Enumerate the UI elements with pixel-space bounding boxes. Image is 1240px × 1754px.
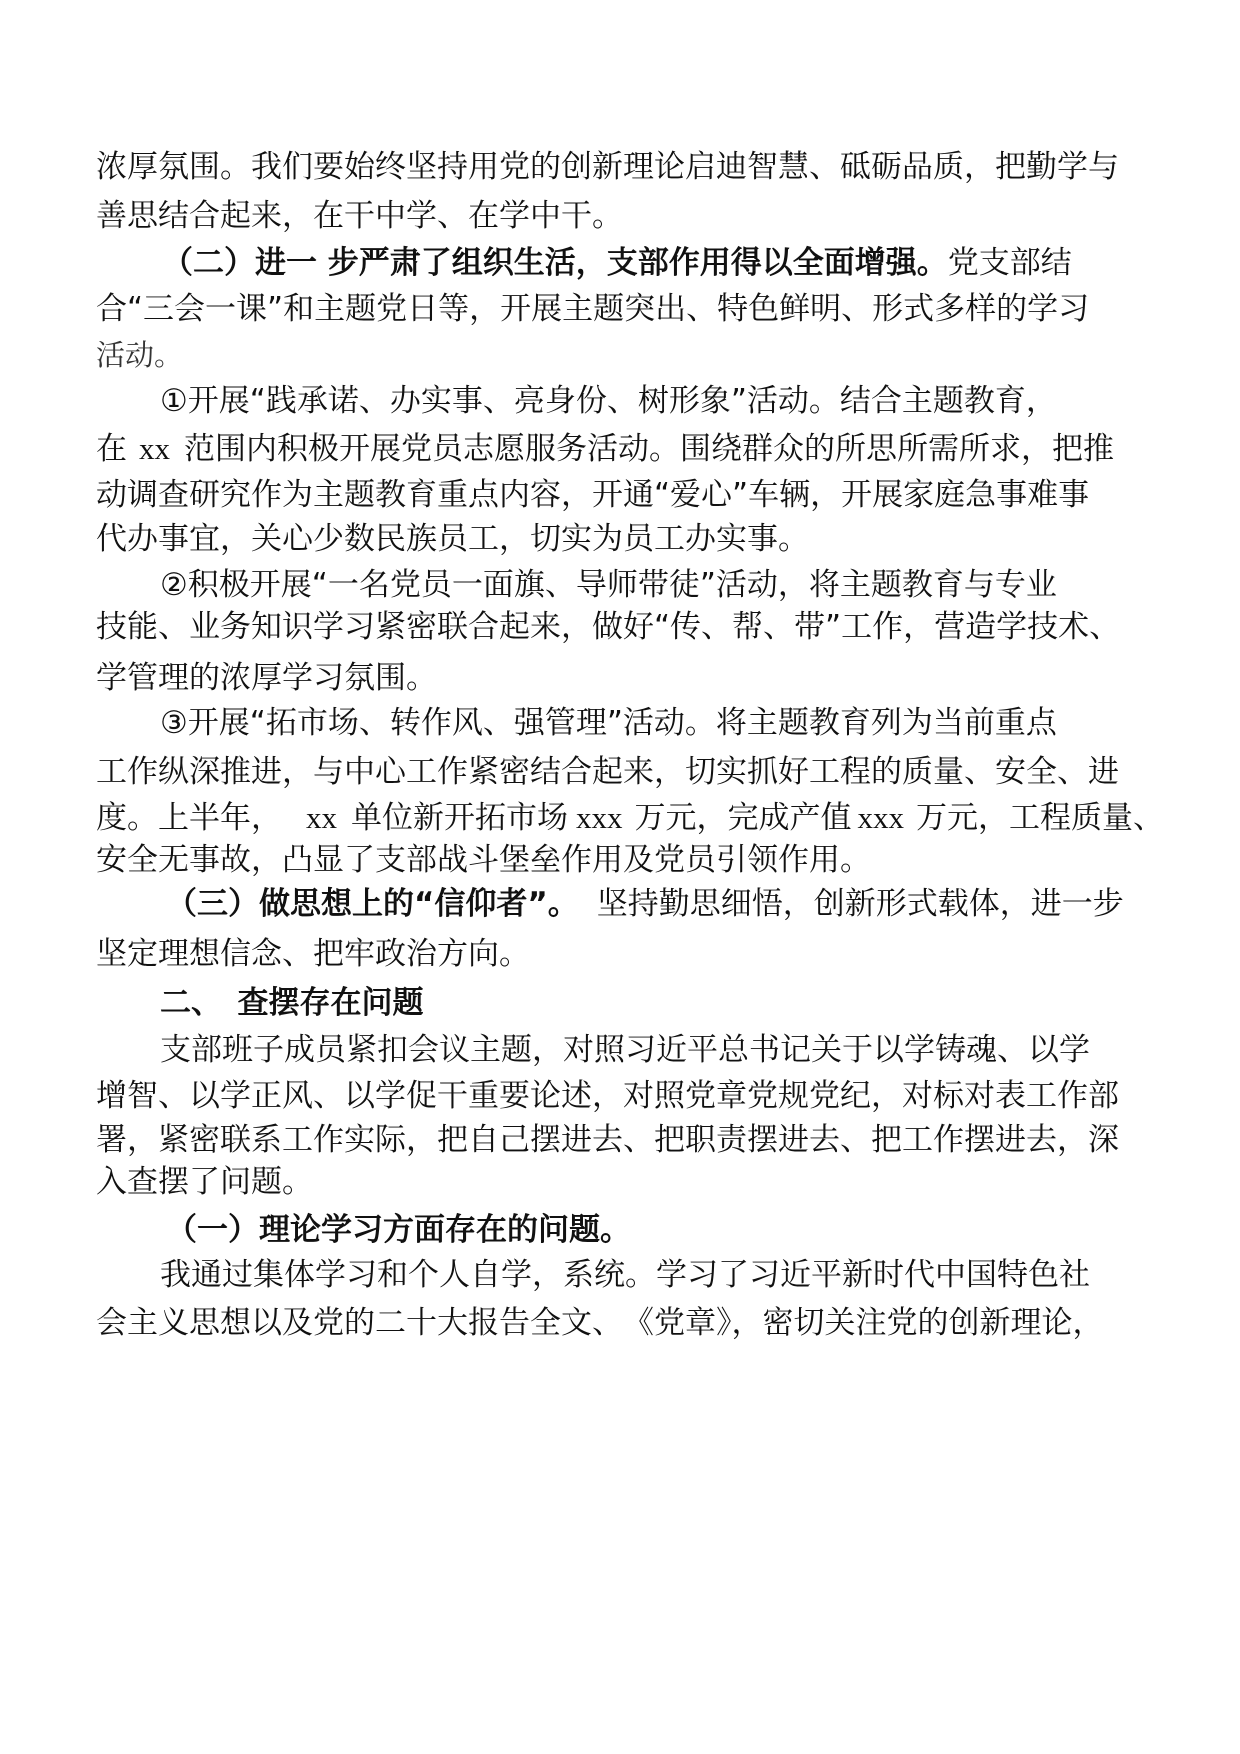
paragraph-line: 我通过集体学习和个人自学，系统。学习了习近平新时代中国特色社 [160,1257,1090,1293]
paragraph-line: 入查摆了问题。 [96,1164,313,1200]
text-run: 在 [96,431,127,467]
placeholder-xxx: xxx [857,800,904,835]
paragraph-line [96,798,1164,838]
paragraph-line: 活动。 [96,338,184,372]
heading-rest-text: 党支部结 [947,245,1072,281]
text-run: 单位新开拓市场 [351,800,568,836]
paragraph-line: 安全无事故，凸显了支部战斗堡垒作用及党员引领作用。 [96,842,871,878]
placeholder-xx: xx [139,431,170,466]
chapter-heading: 二、 查摆存在问题 [160,985,424,1021]
paragraph-line: 浓厚氛围。我们要始终坚持用党的创新理论启迪智慧、砥砺品质，把勤学与 [96,149,1119,185]
paragraph-line: 学管理的浓厚学习氛围。 [96,660,437,696]
section-heading-3 [166,884,1124,924]
section-heading-1: （一）理论学习方面存在的问题。 [166,1212,631,1248]
list-item-3: ③开展“拓市场、转作风、强管理”活动。将主题教育列为当前重点 [160,705,1057,741]
list-item-2: ②积极开展“一名党员一面旗、导师带徒”活动，将主题教育与专业 [160,567,1057,603]
paragraph-line: 工作纵深推进，与中心工作紧密结合起来，切实抓好工程的质量、安全、进 [96,754,1119,790]
heading-bold-text: （三）做思想上的“信仰者”。 [166,886,579,922]
text-run: 度。上半年， [96,800,282,836]
paragraph-line: 代办事宜，关心少数民族员工，切实为员工办实事。 [96,521,809,557]
paragraph-line: 坚定理想信念、把牢政治方向。 [96,936,530,972]
heading-rest-text: 坚持勤思细悟，创新形式载体，进一步 [596,886,1124,922]
paragraph-line [96,429,1114,469]
list-item-1: ①开展“践承诺、办实事、亮身份、树形象”活动。结合主题教育， [160,383,1057,419]
text-run: 万元，工程质量、 [916,800,1164,836]
text-run: 万元，完成产值 [634,800,852,836]
placeholder-xxx: xxx [576,800,623,835]
paragraph-line: 动调查研究作为主题教育重点内容，开通“爱心”车辆，开展家庭急事难事 [96,477,1090,513]
paragraph-line: 技能、业务知识学习紧密联合起来，做好“传、帮、带”工作，营造学技术、 [96,609,1121,645]
section-heading-2 [162,243,1072,283]
paragraph-line: 会主义思想以及党的二十大报告全文、 《党章》，密切关注党的创新理论， [96,1305,1104,1341]
text-run: 范围内积极开展党员志愿服务活动。围绕群众的所思所需所求，把推 [184,431,1114,467]
paragraph-line: 支部班子成员紧扣会议主题，对照习近平总书记关于以学铸魂、以学 [160,1032,1090,1068]
paragraph-line: 增智、以学正风、以学促干重要论述，对照党章党规党纪，对标对表工作部 [96,1078,1119,1114]
paragraph-line: 署，紧密联系工作实际，把自己摆进去、把职责摆进去、把工作摆进去，深 [96,1122,1119,1158]
heading-bold-text: （二）进一 步严肃了组织生活，支部作用得以全面增强。 [162,245,948,281]
paragraph-line: 合“三会一课”和主题党日等，开展主题突出、特色鲜明、形式多样的学习 [96,291,1090,327]
placeholder-xx: xx [306,800,337,835]
paragraph-line: 善思结合起来，在干中学、在学中干。 [96,198,623,234]
